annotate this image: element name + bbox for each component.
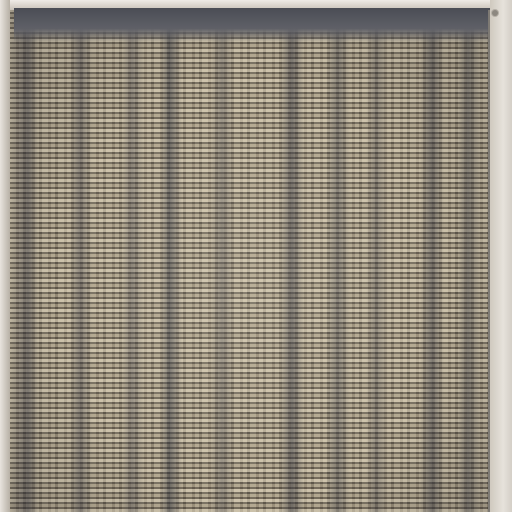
- filter-frame-right: [490, 0, 512, 512]
- frame-rivet-icon: [492, 10, 498, 16]
- top-shadow: [14, 8, 490, 42]
- lighting-vignette: [10, 10, 490, 512]
- filter-frame-left: [0, 0, 10, 512]
